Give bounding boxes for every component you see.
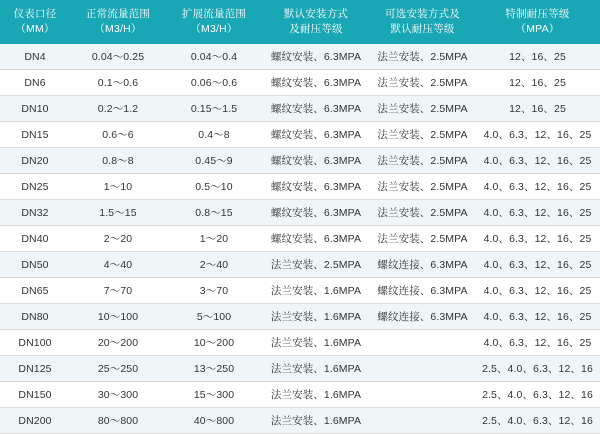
column-header-custom-pressure-line2: （MPA） [515,23,560,36]
table-cell: DN4 [0,44,70,70]
table-cell: DN25 [0,174,70,200]
table-cell: 4.0、6.3、12、16、25 [475,122,600,148]
table-row [0,252,600,278]
table-cell: 法兰安装、1.6MPA [262,330,370,356]
table-cell: 2.5、4.0、6.3、12、16 [475,356,600,382]
table-cell: DN150 [0,382,70,408]
column-header-optional-install-line1: 可选安装方式及 [385,8,460,20]
table-row [0,278,600,304]
table-cell: 12、16、25 [475,70,600,96]
table-cell: 4.0、6.3、12、16、25 [475,148,600,174]
table-row [0,96,600,122]
table-cell: 法兰安装、1.6MPA [262,408,370,434]
table-header [0,0,600,44]
column-header-diameter [0,0,70,44]
table-cell: 螺纹连接、6.3MPA [370,252,475,278]
table-row [0,330,600,356]
table-cell: 15～300 [166,382,262,408]
table-cell: DN100 [0,330,70,356]
column-header-default-install-line2: 及耐压等级 [289,23,343,36]
table-cell: 法兰安装、1.6MPA [262,304,370,330]
table-header-row [0,0,600,44]
table-body [0,44,600,434]
table-cell: 法兰安装、2.5MPA [370,96,475,122]
table-cell: 10～200 [166,330,262,356]
table-cell: 螺纹安装、6.3MPA [262,148,370,174]
table-row [0,148,600,174]
table-row [0,70,600,96]
table-cell [370,382,475,408]
table-row [0,174,600,200]
table-cell: 3～70 [166,278,262,304]
table-cell: 1.5～15 [70,200,166,226]
table-cell: 法兰安装、2.5MPA [370,44,475,70]
table-cell: DN32 [0,200,70,226]
table-cell: DN125 [0,356,70,382]
table-cell: DN200 [0,408,70,434]
table-cell: 4.0、6.3、12、16、25 [475,252,600,278]
column-header-default-install [262,0,370,44]
table-cell: 4.0、6.3、12、16、25 [475,330,600,356]
table-cell: 2.5、4.0、6.3、12、16 [475,382,600,408]
table-cell: 法兰安装、1.6MPA [262,356,370,382]
table-cell: 0.4～8 [166,122,262,148]
table-cell: 4.0、6.3、12、16、25 [475,174,600,200]
table-cell: 20～200 [70,330,166,356]
table-cell: 法兰安装、2.5MPA [370,70,475,96]
table-cell: 4～40 [70,252,166,278]
table-cell: DN6 [0,70,70,96]
column-header-extended-flow-line2: （M3/H） [190,23,238,36]
column-header-diameter-line1: 仪表口径 [13,8,57,20]
column-header-custom-pressure [475,0,600,44]
table-cell: 2.5、4.0、6.3、12、16 [475,408,600,434]
table-cell: 螺纹安装、6.3MPA [262,226,370,252]
table-cell: 法兰安装、1.6MPA [262,278,370,304]
table-cell: 13～250 [166,356,262,382]
table-cell: 螺纹连接、6.3MPA [370,278,475,304]
table-cell: 1～20 [166,226,262,252]
table-cell [370,330,475,356]
table-row [0,408,600,434]
table-cell: DN10 [0,96,70,122]
column-header-extended-flow-line1: 扩展流量范围 [181,8,247,20]
column-header-default-install-line1: 默认安装方式 [283,8,349,20]
table-cell: 0.8～8 [70,148,166,174]
table-cell: DN20 [0,148,70,174]
table-row [0,226,600,252]
table-cell: 0.04～0.4 [166,44,262,70]
column-header-optional-install [370,0,475,44]
table-cell: 25～250 [70,356,166,382]
table-cell: 2～40 [166,252,262,278]
table-cell: 法兰安装、2.5MPA [370,148,475,174]
table-cell: 螺纹安装、6.3MPA [262,96,370,122]
table-cell: 10～100 [70,304,166,330]
table-cell: 4.0、6.3、12、16、25 [475,200,600,226]
table-cell: 80～800 [70,408,166,434]
table-cell: 0.15～1.5 [166,96,262,122]
table-cell: 7～70 [70,278,166,304]
table-cell: 螺纹安装、6.3MPA [262,44,370,70]
table-cell: 4.0、6.3、12、16、25 [475,226,600,252]
table-row [0,356,600,382]
table-cell: 4.0、6.3、12、16、25 [475,278,600,304]
table-row [0,122,600,148]
table-cell: 0.1～0.6 [70,70,166,96]
table-cell [370,356,475,382]
table-cell: 法兰安装、2.5MPA [370,200,475,226]
table-cell: DN40 [0,226,70,252]
table-cell: 40～800 [166,408,262,434]
table-cell: DN15 [0,122,70,148]
table-cell: 法兰安装、1.6MPA [262,382,370,408]
table-row [0,382,600,408]
table-cell: DN80 [0,304,70,330]
table-row [0,200,600,226]
column-header-custom-pressure-line1: 特制耐压等级 [505,8,570,20]
column-header-normal-flow-line1: 正常流量范围 [85,8,151,20]
column-header-normal-flow-line2: （M3/H） [94,23,142,36]
table-row [0,44,600,70]
table-cell: 0.04～0.25 [70,44,166,70]
table-cell [370,408,475,434]
table-cell: 螺纹连接、6.3MPA [370,304,475,330]
table-cell: 30～300 [70,382,166,408]
table-cell: 0.45～9 [166,148,262,174]
table-cell: 法兰安装、2.5MPA [370,174,475,200]
table-cell: 5～100 [166,304,262,330]
column-header-optional-install-line2: 默认耐压等级 [390,23,455,36]
table-cell: 法兰安装、2.5MPA [262,252,370,278]
table-cell: 螺纹安装、6.3MPA [262,122,370,148]
table-row [0,304,600,330]
table-cell: 0.2～1.2 [70,96,166,122]
table-cell: 12、16、25 [475,44,600,70]
table-cell: 法兰安装、2.5MPA [370,226,475,252]
table-cell: 1～10 [70,174,166,200]
column-header-diameter-line2: （MM） [15,23,55,36]
table-cell: 0.06～0.6 [166,70,262,96]
table-cell: 0.6～6 [70,122,166,148]
table-cell: 螺纹安装、6.3MPA [262,70,370,96]
table-cell: 0.8～15 [166,200,262,226]
table-cell: 螺纹安装、6.3MPA [262,200,370,226]
table-cell: 4.0、6.3、12、16、25 [475,304,600,330]
table-cell: 12、16、25 [475,96,600,122]
table-cell: DN65 [0,278,70,304]
column-header-extended-flow [166,0,262,44]
table-cell: 法兰安装、2.5MPA [370,122,475,148]
table-cell: DN50 [0,252,70,278]
table-cell: 0.5～10 [166,174,262,200]
table-cell: 2～20 [70,226,166,252]
column-header-normal-flow [70,0,166,44]
table-cell: 螺纹安装、6.3MPA [262,174,370,200]
